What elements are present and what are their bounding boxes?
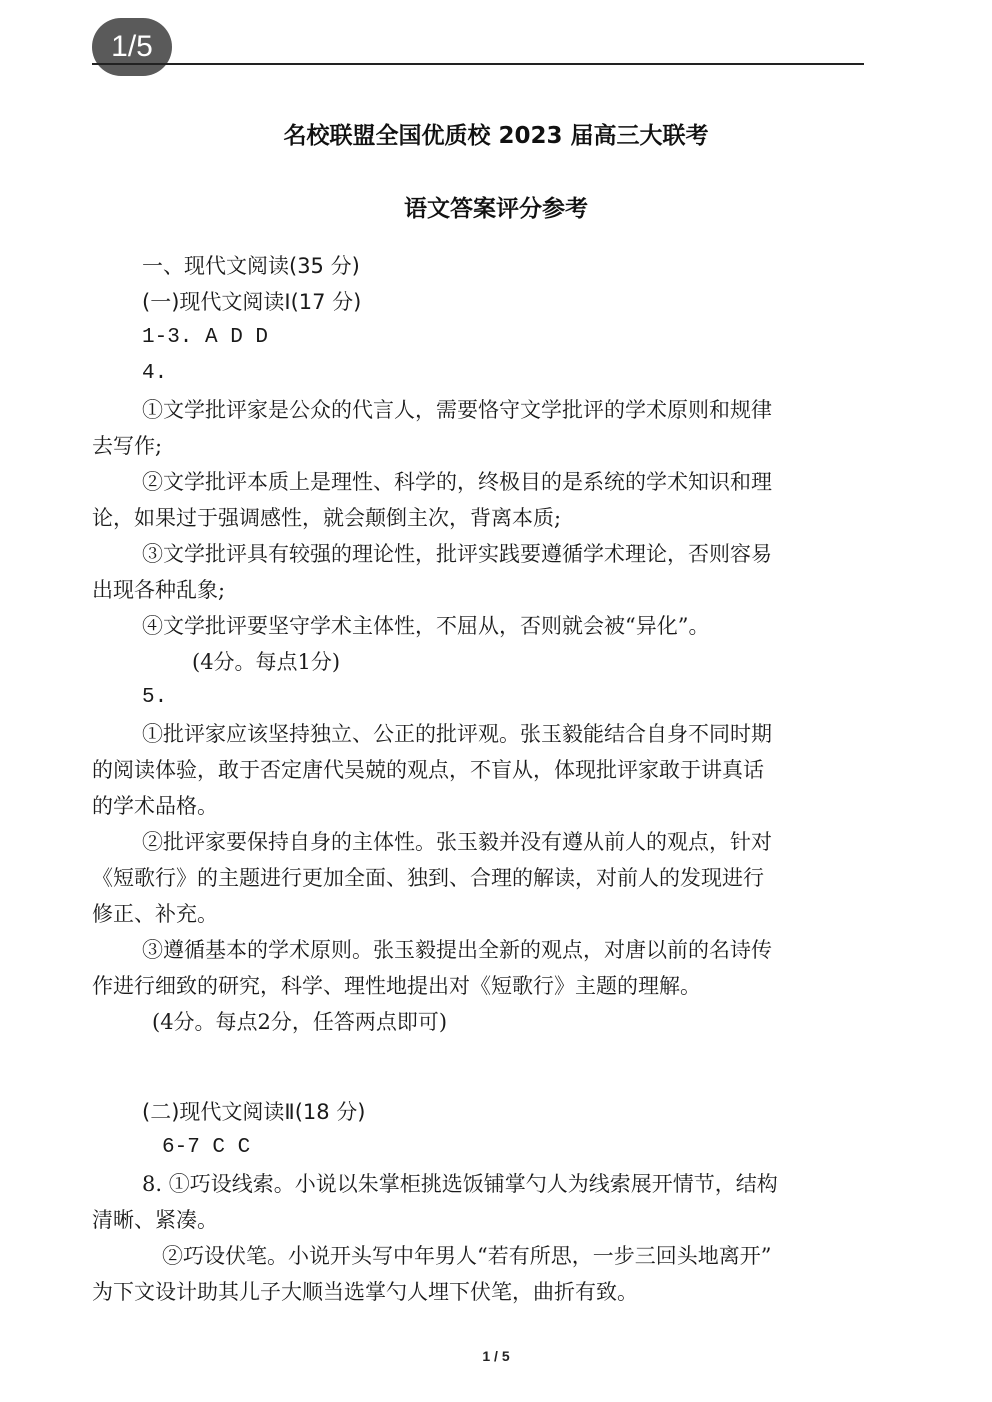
question-number-4: 4.: [142, 362, 168, 385]
document-title: 名校联盟全国优质校 2023 届高三大联考: [283, 123, 709, 149]
q8-answer-line: ②巧设伏笔。小说开头写中年男人“若有所思，一步三回头地离开”: [162, 1244, 772, 1268]
q8-answer-line: 清晰、紧凑。: [92, 1208, 218, 1232]
q4-answer-line: ①文学批评家是公众的代言人，需要恪守文学批评的学术原则和规律: [142, 398, 772, 422]
q8-answer-line: 为下文设计助其儿子大顺当选掌勺人埋下伏笔，曲折有致。: [92, 1280, 638, 1304]
page-footer-number: 1 / 5: [482, 1348, 510, 1364]
header-rule: [92, 63, 864, 65]
q5-answer-line: 的阅读体验，敢于否定唐代吴兢的观点，不盲从，体现批评家敢于讲真话: [92, 758, 764, 782]
q4-answer-line: ②文学批评本质上是理性、科学的，终极目的是系统的学术知识和理: [142, 470, 772, 494]
q5-answer-line: ③遵循基本的学术原则。张玉毅提出全新的观点，对唐以前的名诗传: [142, 938, 772, 962]
q5-answer-line: 作进行细致的研究，科学、理性地提出对《短歌行》主题的理解。: [92, 974, 701, 998]
q4-answer-line: ④文学批评要坚守学术主体性，不屈从，否则就会被“异化”。: [142, 614, 710, 638]
q5-answer-line: 的学术品格。: [92, 794, 218, 818]
question-number-5: 5.: [142, 686, 168, 709]
answer-key-6-7: 6-7 C C: [162, 1136, 251, 1159]
q5-answer-line: 《短歌行》的主题进行更加全面、独到、合理的解读，对前人的发现进行: [92, 866, 764, 890]
q4-answer-line: ③文学批评具有较强的理论性，批评实践要遵循学术理论，否则容易: [142, 542, 772, 566]
q4-score-note: (4分。每点1分): [192, 650, 341, 674]
q5-answer-line: 修正、补充。: [92, 902, 218, 926]
q5-score-note: (4分。每点2分，任答两点即可): [152, 1010, 448, 1034]
subsection-heading: (二)现代文阅读Ⅱ(18 分): [142, 1100, 366, 1124]
q4-answer-line: 去写作;: [92, 434, 163, 458]
page-indicator-badge: 1/5: [92, 18, 172, 76]
q4-answer-line: 出现各种乱象;: [92, 578, 226, 602]
q4-answer-line: 论，如果过于强调感性，就会颠倒主次，背离本质;: [92, 506, 562, 530]
q5-answer-line: ①批评家应该坚持独立、公正的批评观。张玉毅能结合自身不同时期: [142, 722, 772, 746]
q5-answer-line: ②批评家要保持自身的主体性。张玉毅并没有遵从前人的观点，针对: [142, 830, 772, 854]
q8-answer-line: 8. ①巧设线索。小说以朱掌柜挑选饭铺掌勺人为线索展开情节，结构: [142, 1172, 778, 1196]
document-subtitle: 语文答案评分参考: [404, 196, 588, 222]
answer-key-1-3: 1-3. A D D: [142, 326, 269, 349]
subsection-heading: (一)现代文阅读Ⅰ(17 分): [142, 290, 362, 314]
section-heading: 一、现代文阅读(35 分): [142, 254, 360, 278]
